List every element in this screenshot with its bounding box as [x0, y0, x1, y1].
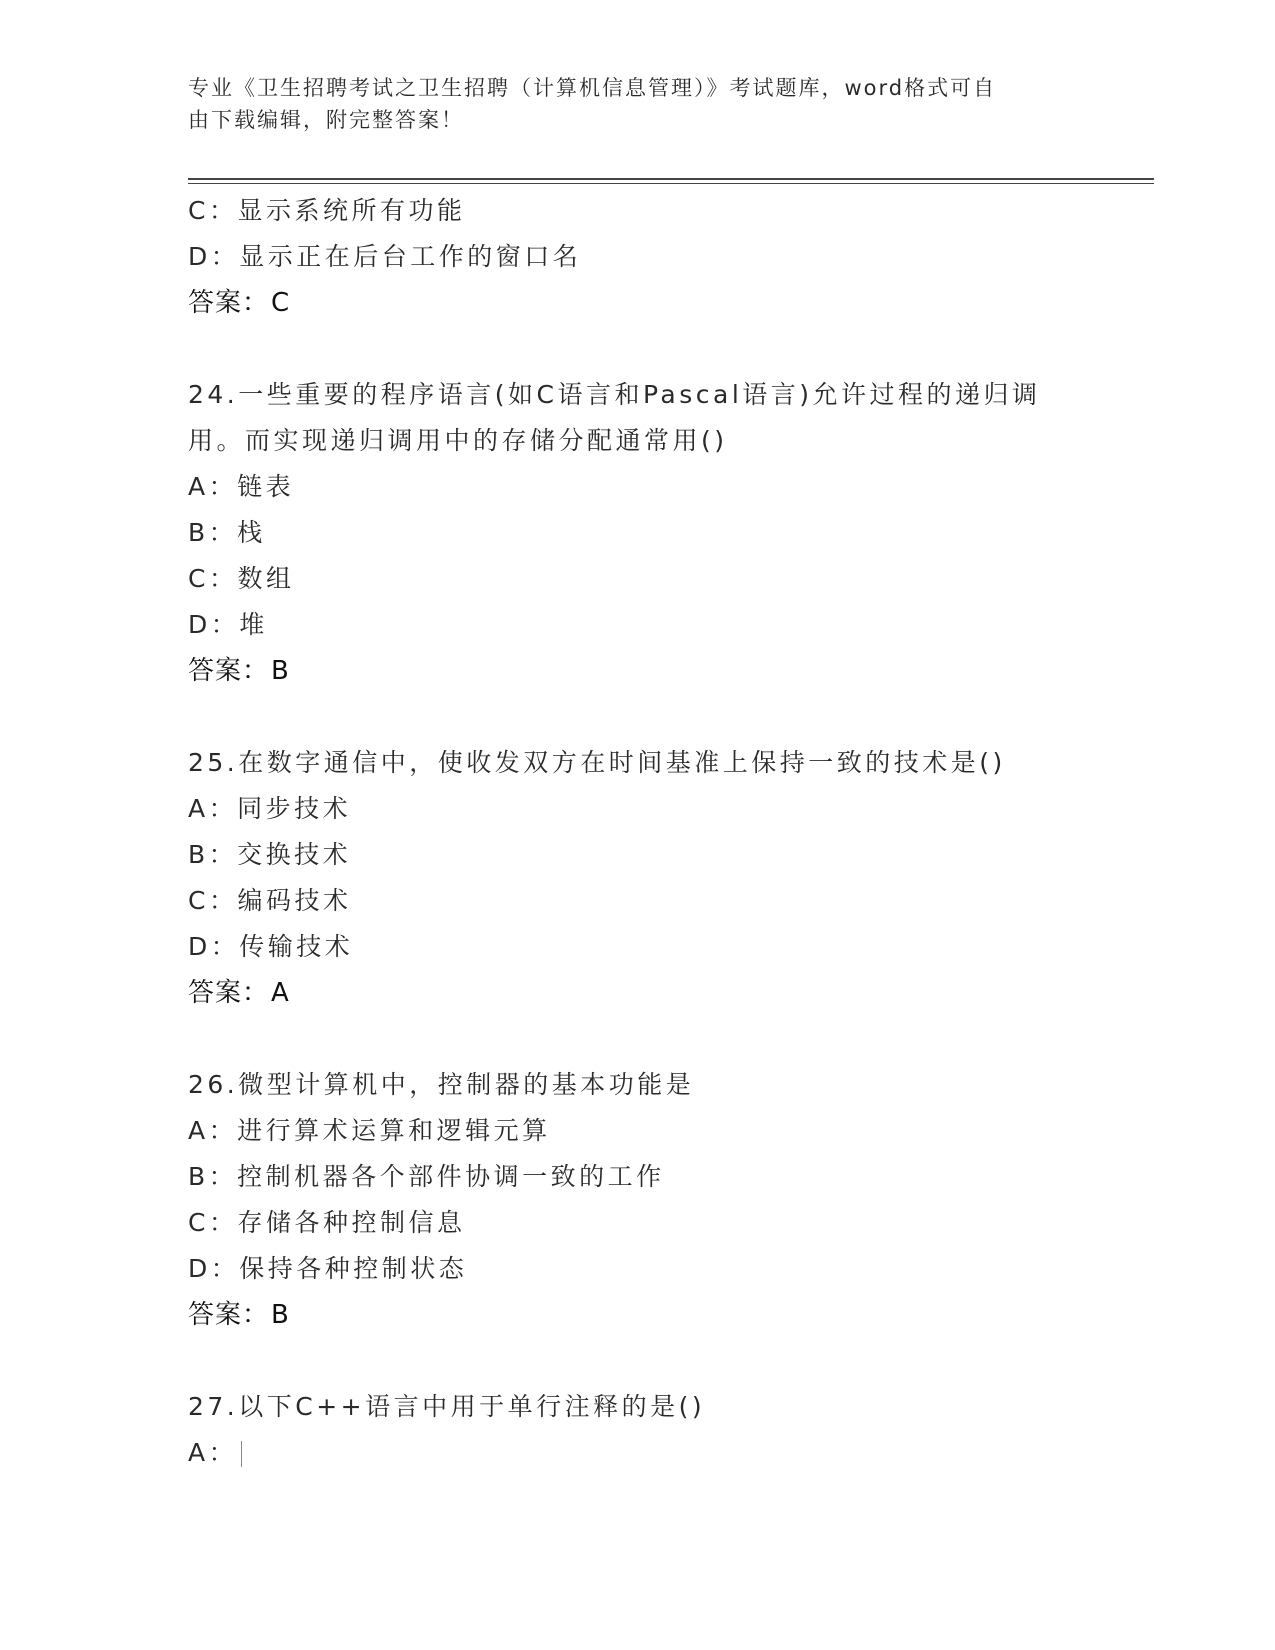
header-line-2: 由下载编辑，附完整答案！	[188, 108, 464, 132]
option-a-row	[188, 1430, 1088, 1476]
answer-value: B	[271, 656, 290, 686]
spacer	[188, 1016, 1088, 1062]
spacer	[188, 694, 1088, 740]
option-a: A：进行算术运算和逻辑元算	[188, 1116, 551, 1145]
option-d: D：堆	[188, 610, 268, 639]
option-d: D：传输技术	[188, 932, 354, 961]
option-c: C：显示系统所有功能	[188, 196, 466, 225]
question-stem: 用。而实现递归调用中的存储分配通常用()	[188, 426, 728, 455]
answer-value: B	[271, 1300, 290, 1330]
question-23-continued	[188, 188, 1088, 326]
question-list	[188, 188, 1088, 1476]
answer-label: 答案：	[188, 1300, 270, 1330]
question-25	[188, 740, 1088, 1016]
spacer	[188, 1338, 1088, 1384]
answer-line	[188, 970, 1088, 1016]
question-27	[188, 1384, 1088, 1476]
answer-label: 答案：	[188, 288, 270, 318]
option-c: C：编码技术	[188, 886, 352, 915]
answer-line	[188, 1292, 1088, 1338]
option-c: C：数组	[188, 564, 295, 593]
option-b: B：控制机器各个部件协调一致的工作	[188, 1162, 665, 1191]
option-d: D：显示正在后台工作的窗口名	[188, 242, 582, 271]
header-divider-thick	[188, 178, 1154, 180]
answer-line	[188, 648, 1088, 694]
option-a: A：链表	[188, 472, 295, 501]
question-stem: 25.在数字通信中，使收发双方在时间基准上保持一致的技术是()	[188, 748, 1006, 777]
question-stem: 26.微型计算机中，控制器的基本功能是	[188, 1070, 695, 1099]
answer-line	[188, 280, 1088, 326]
spacer	[188, 326, 1088, 372]
option-a: A：	[188, 1438, 238, 1467]
question-24	[188, 372, 1088, 694]
option-c: C：存储各种控制信息	[188, 1208, 466, 1237]
option-d: D：保持各种控制状态	[188, 1254, 468, 1283]
header-divider-thin	[188, 183, 1154, 184]
option-b: B：交换技术	[188, 840, 352, 869]
question-26	[188, 1062, 1088, 1338]
option-b: B：栈	[188, 518, 266, 547]
option-a: A：同步技术	[188, 794, 352, 823]
text-cursor	[241, 1441, 242, 1467]
header-line-1: 专业《卫生招聘考试之卫生招聘（计算机信息管理）》考试题库，word格式可自	[188, 76, 997, 100]
answer-value: A	[271, 978, 290, 1008]
question-stem: 24.一些重要的程序语言(如C语言和Pascal语言)允许过程的递归调	[188, 380, 1041, 409]
question-stem: 27.以下C++语言中用于单行注释的是()	[188, 1392, 706, 1421]
answer-value: C	[271, 288, 291, 318]
document-header	[188, 72, 1088, 136]
answer-label: 答案：	[188, 978, 270, 1008]
answer-label: 答案：	[188, 656, 270, 686]
